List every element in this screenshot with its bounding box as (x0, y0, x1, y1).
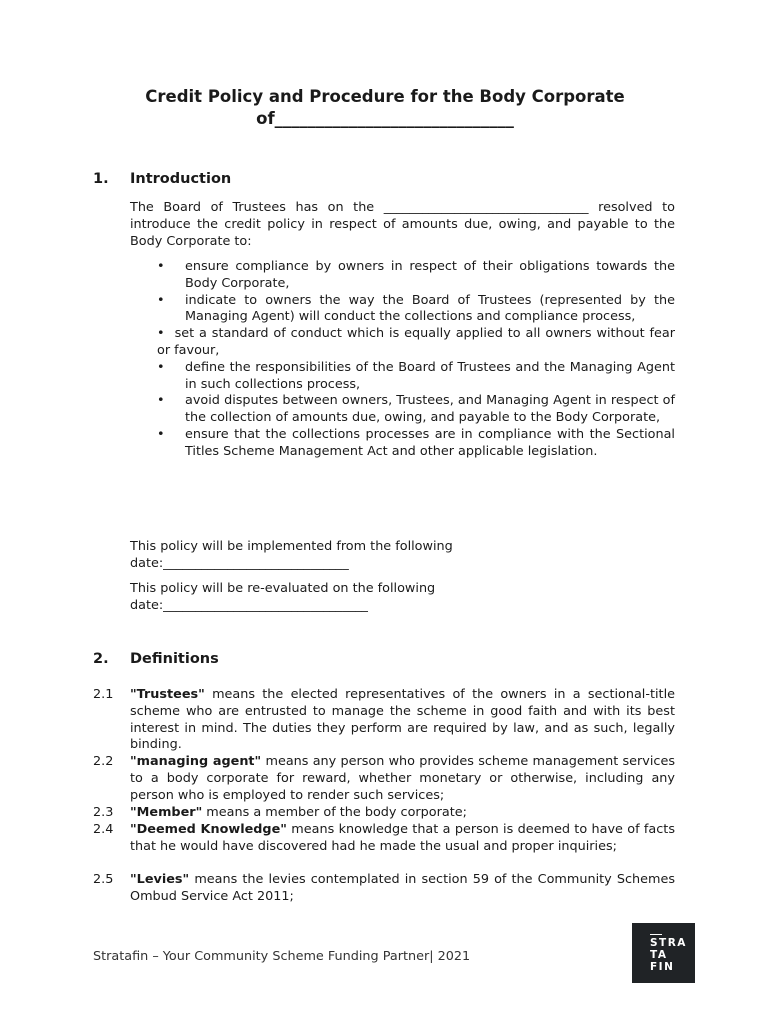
list-item (157, 393, 675, 427)
list-item-text: define the responsibilities of the Board of Trustees and the Managing Agent in such collections process, (185, 359, 675, 392)
list-item-text: set a standard of conduct which is equally applied to all owners without fear or favour, (157, 326, 675, 358)
definition-text: means any person who provides scheme management services to a body corporate for reward, whether monetary or otherwise, including any person who is employed to render such services; (130, 754, 675, 803)
title-line-1: Credit Policy and Procedure for the Body Corporate (145, 87, 625, 106)
section-2-number: 2. (93, 651, 109, 667)
definition-term: "Deemed Knowledge" (130, 822, 287, 837)
definition-item (93, 687, 675, 754)
bullet-icon: • (157, 359, 165, 375)
list-item (157, 360, 675, 394)
document-title (0, 86, 770, 130)
list-item (157, 326, 675, 360)
list-item-text: avoid disputes between owners, Trustees, and Managing Agent in respect of the collection of amounts due, owing, and payable to the Body Corporate, (185, 393, 675, 426)
definition-text: means knowledge that a person is deemed to have of facts that he would have discovered had he made the usual and proper inquiries; (130, 822, 675, 854)
list-item-text: ensure compliance by owners in respect of their obligations towards the Body Corporate, (185, 259, 675, 291)
definition-item (93, 872, 675, 906)
definition-term: "Levies" (130, 872, 190, 887)
definition-number: 2.4 (93, 822, 114, 837)
definition-number: 2.1 (93, 687, 114, 702)
definition-number: 2.3 (93, 805, 114, 820)
reevaluation-date-field: date:________________________________ (130, 598, 368, 613)
section-1-title: Introduction (130, 171, 232, 187)
definition-term: "Member" (130, 805, 203, 820)
reevaluation-date (130, 580, 675, 614)
list-item-text: indicate to owners the way the Board of Trustees (represented by the Managing Agent) will conduct the collections and compliance process, (185, 292, 675, 325)
bullet-icon: • (157, 426, 165, 442)
title-line-2: of_____________________________ (256, 109, 514, 128)
definition-item (93, 822, 675, 856)
bullet-icon: • (157, 326, 165, 342)
list-item (157, 259, 675, 293)
logo-line: FIN (650, 961, 675, 973)
objectives-list (157, 259, 675, 461)
list-item (157, 427, 675, 461)
intro-paragraph: The Board of Trustees has on the ________________________________ resolved to introduce the credit policy in respect of amounts due, owing, and payable to the Body Corporate to: (130, 200, 675, 249)
bullet-icon: • (157, 393, 165, 409)
definition-text: means a member of the body corporate; (202, 805, 467, 820)
logo-line: STRA (650, 937, 687, 949)
bullet-icon: • (157, 292, 165, 308)
section-2-title: Definitions (130, 651, 219, 667)
stratafin-logo (632, 923, 695, 983)
section-1-heading (93, 171, 231, 187)
logo-bar (650, 934, 662, 935)
definition-item (93, 754, 675, 804)
reevaluation-label: This policy will be re-evaluated on the following (130, 581, 436, 596)
implementation-label: This policy will be implemented from the following (130, 539, 453, 554)
implementation-date-field: date:_____________________________ (130, 556, 349, 571)
definition-text: means the levies contemplated in section 59 of the Community Schemes Ombud Service Act 2011; (130, 872, 675, 904)
section-2-heading (93, 651, 219, 667)
definition-item (93, 805, 675, 822)
definition-term: "Trustees" (130, 687, 205, 702)
definition-term: "managing agent" (130, 754, 262, 769)
definition-number: 2.5 (93, 872, 114, 887)
definition-number: 2.2 (93, 754, 114, 769)
definition-text: means the elected representatives of the owners in a sectional-title scheme who are entrusted to manage the scheme in good faith and with its best interest in mind. The duties they perform are required by law, and as such, legally binding. (130, 687, 675, 753)
footer-text: Stratafin – Your Community Scheme Funding Partner| 2021 (93, 949, 471, 964)
bullet-icon: • (157, 259, 165, 274)
implementation-date (130, 538, 675, 572)
list-item (157, 293, 675, 327)
section-1-number: 1. (93, 171, 109, 187)
logo-line: TA (650, 949, 668, 961)
list-item-text: ensure that the collections processes are in compliance with the Sectional Titles Scheme Management Act and other applicable legislation. (185, 426, 675, 459)
